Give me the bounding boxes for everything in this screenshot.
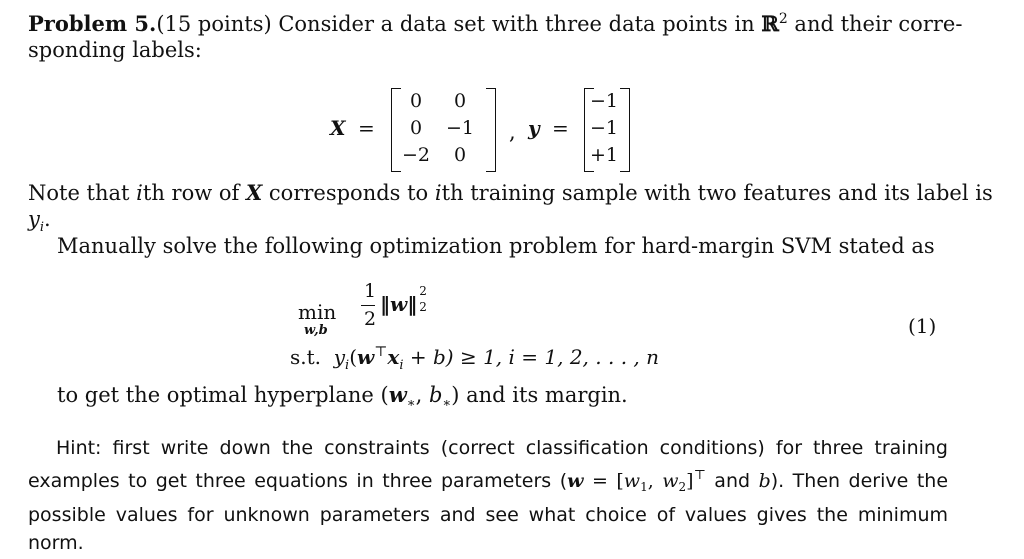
hint-line-1: Hint: first write down the constraints (correct classification conditions) for three training [56, 437, 948, 459]
hint-paragraph [28, 434, 948, 557]
problem-label: Problem 5. [28, 11, 157, 36]
constraint-y-subscript: i [345, 358, 350, 373]
x-right-bracket [486, 88, 496, 172]
constraint-rest: + b) ≥ 1, i = 1, 2, . . . , n [403, 345, 660, 369]
goal-star-1: ∗ [406, 396, 416, 411]
real-space-exponent: 2 [778, 11, 788, 27]
problem-intro-text-2: and their corre- [787, 12, 963, 36]
real-space-symbol: ℝ [761, 11, 779, 36]
note-line-2 [28, 209, 51, 234]
x-cell-3-1: −2 [401, 144, 430, 166]
y-cell-3: +1 [589, 144, 618, 166]
constraint-transpose: ⊤ [374, 344, 388, 360]
x-cell-1-1: 0 [409, 90, 423, 112]
hint-sep: , [647, 470, 663, 492]
y-cell-1: −1 [589, 90, 618, 112]
goal-comma: , [415, 383, 429, 407]
hint-text-2b: ). Then derive the [770, 470, 949, 492]
constraint-x: x [387, 345, 400, 369]
x-matrix-symbol: X [330, 116, 346, 140]
hint-transpose: ⊤ [693, 468, 706, 483]
hint-b: b [758, 470, 771, 492]
note-period: . [44, 207, 51, 231]
hint-line-3: possible values for unknown parameters and see what choice of values gives the minimum norm. [28, 504, 948, 554]
hint-w2: w [662, 470, 679, 492]
note-text-1: Note that [28, 181, 137, 205]
note-line-1 [28, 182, 993, 204]
x-equals-sign: = [358, 116, 375, 140]
problem-intro-line-2: sponding labels: [28, 38, 202, 62]
note-index-i: i [136, 181, 143, 205]
x-cell-2-1: 0 [409, 117, 423, 139]
y-cell-2: −1 [589, 117, 618, 139]
note-text-2: th row of [142, 181, 246, 205]
goal-w-star: w [388, 382, 407, 407]
goal-b-star: b [428, 383, 443, 407]
equation-number: (1) [908, 314, 937, 338]
hint-text-2a: examples to get three equations in three parameters ( [28, 470, 568, 492]
note-x-symbol: X [245, 180, 263, 205]
hint-equals: = [ [583, 470, 624, 492]
x-cell-1-2: 0 [453, 90, 467, 112]
hint-w1: w [623, 470, 641, 492]
problem-statement-line-1 [28, 12, 962, 35]
hint-line-2 [28, 462, 948, 501]
note-text-4: th training sample with two features and its label is [441, 181, 993, 205]
problem-statement-line-2 [28, 40, 202, 61]
subject-to-label: s.t. [290, 345, 322, 369]
y-right-bracket [620, 88, 630, 172]
fraction-bar [361, 305, 375, 306]
goal-line [57, 384, 628, 410]
note-text-3: corresponds to [262, 181, 435, 205]
constraint-open-paren: ( [349, 345, 358, 369]
problem-points: (15 points) [156, 12, 272, 36]
label-variable: y [28, 207, 40, 231]
matrix-separator-comma: , [509, 120, 516, 144]
matrix-x-block [330, 88, 500, 172]
problem-intro-text: Consider a data set with three data points in [271, 12, 762, 36]
norm-superscript: 2 [419, 284, 427, 298]
y-vector-symbol: y [528, 116, 540, 140]
y-equals-sign: = [552, 116, 569, 140]
goal-star-2: ∗ [442, 396, 452, 411]
min-operator: min [298, 300, 337, 324]
x-cell-3-2: 0 [453, 144, 467, 166]
vector-y-block [528, 88, 638, 172]
goal-text-2: ) and its margin. [451, 383, 628, 407]
hint-w2-sub: 2 [678, 480, 687, 494]
hint-and: and [705, 470, 759, 492]
objective-norm [380, 284, 427, 316]
fraction-denominator: 2 [364, 308, 377, 330]
constraint-x-subscript: i [399, 358, 404, 373]
hint-w1-sub: 1 [640, 480, 648, 494]
objective-w-norm: ‖w‖ [380, 292, 418, 316]
goal-text-1: to get the optimal hyperplane ( [57, 383, 389, 407]
hint-close-bracket: ] [686, 470, 694, 492]
instruction-text: Manually solve the following optimization problem for hard-margin SVM stated as [57, 234, 935, 258]
min-subscript: w,b [304, 323, 328, 338]
constraint-y: y [333, 345, 346, 369]
constraint-line [290, 345, 659, 372]
note-index-i-2: i [434, 181, 442, 205]
fraction-numerator: 1 [364, 280, 377, 302]
hint-w-vector: w [567, 470, 584, 492]
x-cell-2-2: −1 [445, 117, 474, 139]
label-subscript: i [39, 220, 45, 235]
constraint-w: w [357, 345, 375, 369]
norm-subscript: 2 [419, 300, 427, 314]
